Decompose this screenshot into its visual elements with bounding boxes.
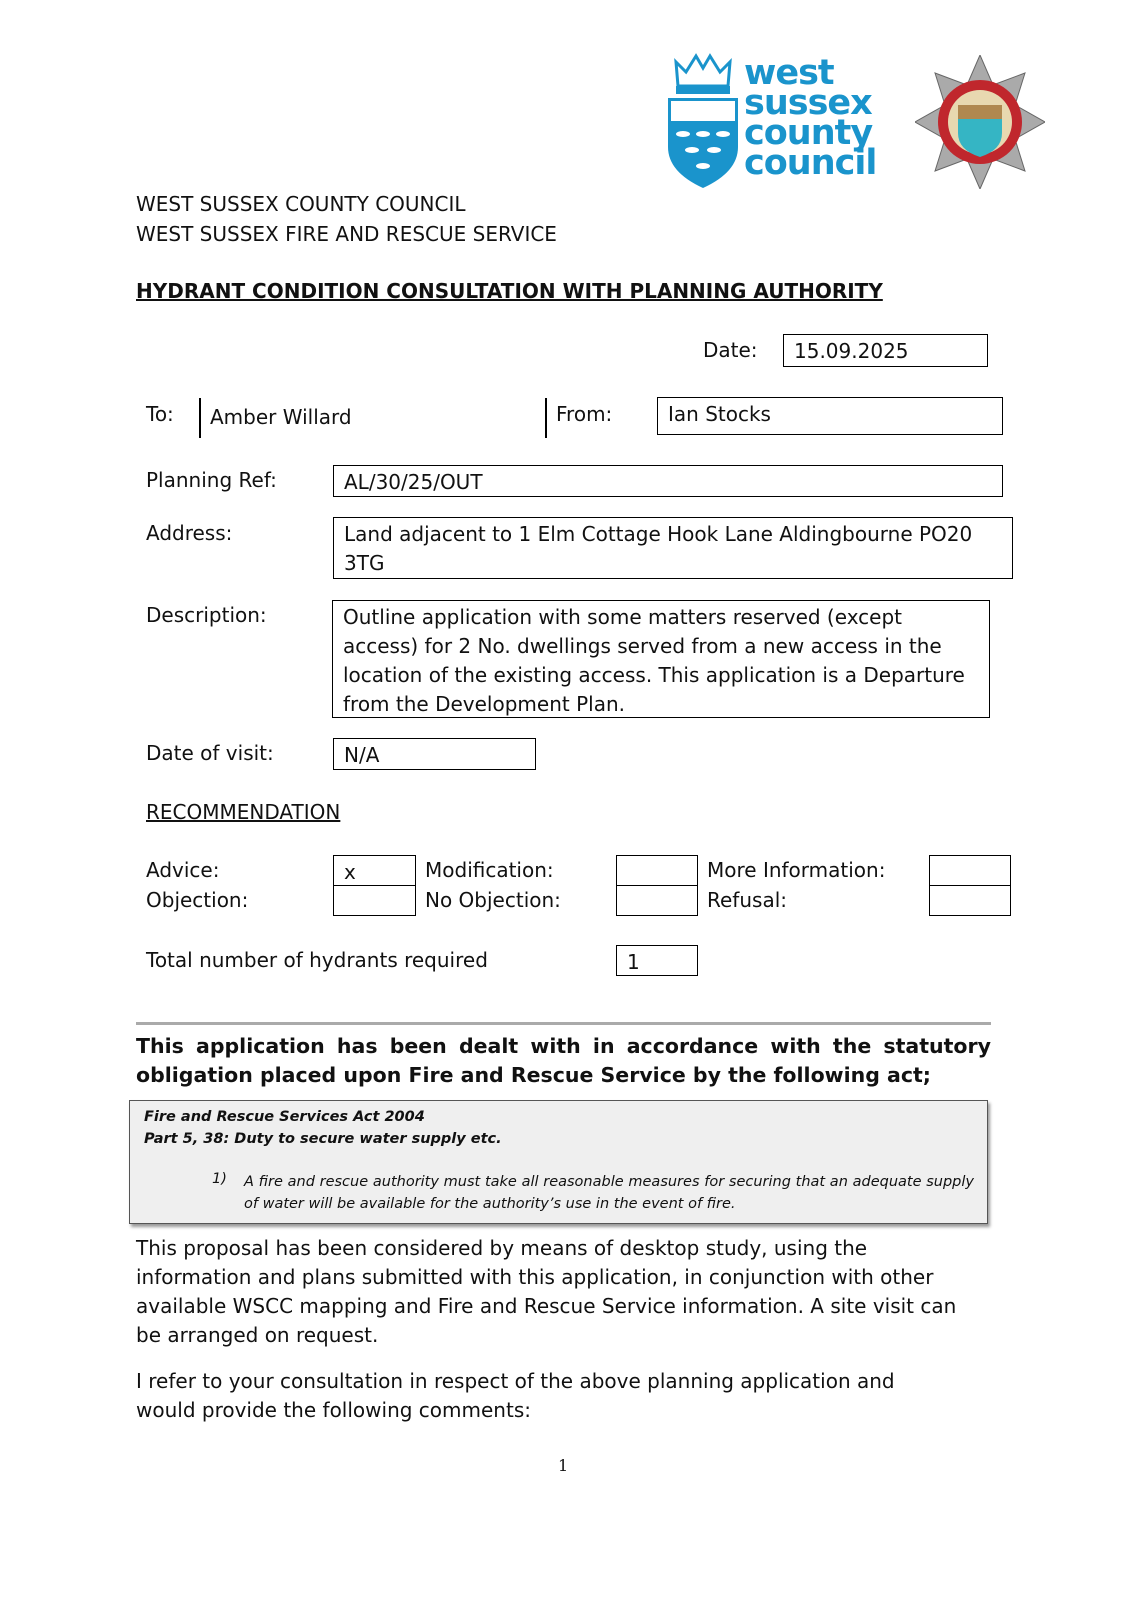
address-label: Address: xyxy=(146,521,233,545)
logo-word: county xyxy=(744,113,873,153)
recommendation-heading: RECOMMENDATION xyxy=(146,800,341,824)
visit-field: N/A xyxy=(333,738,536,770)
org-name: WEST SUSSEX COUNTY COUNCIL xyxy=(136,192,466,216)
divider xyxy=(545,398,547,438)
paragraph-desktop-study: This proposal has been considered by means of desktop study, using the information and plans submitted with this application, in conjunction with other available WSCC mapping and Fire and Rescue Service information. A site visit can be arranged on request. xyxy=(136,1236,957,1347)
to-field: Amber Willard xyxy=(210,405,352,429)
act-title: Fire and Rescue Services Act 2004 xyxy=(144,1109,425,1125)
address-field: Land adjacent to 1 Elm Cottage Hook Lane Aldingbourne PO20 3TG xyxy=(333,517,1013,579)
date-field: 15.09.2025 xyxy=(783,334,988,367)
objection-checkbox xyxy=(333,885,416,916)
hydrants-label: Total number of hydrants required xyxy=(146,948,488,972)
logo-word: sussex xyxy=(744,83,872,123)
visit-label: Date of visit: xyxy=(146,741,274,765)
document-title: HYDRANT CONDITION CONSULTATION WITH PLANNING AUTHORITY xyxy=(136,279,883,303)
to-label: To: xyxy=(146,402,174,426)
refusal-label: Refusal: xyxy=(707,888,787,912)
service-name: WEST SUSSEX FIRE AND RESCUE SERVICE xyxy=(136,222,557,246)
act-box xyxy=(129,1100,988,1224)
paragraph-comments: I refer to your consultation in respect of the above planning application and would provide the following comments: xyxy=(136,1369,895,1422)
no-objection-label: No Objection: xyxy=(425,888,561,912)
description-label: Description: xyxy=(146,603,267,627)
divider xyxy=(199,398,201,438)
statutory-statement: This application has been dealt with in accordance with the statutory obligation placed upon Fire and Rescue Service by the following act; xyxy=(136,1034,991,1087)
advice-label: Advice: xyxy=(146,858,220,882)
description-field: Outline application with some matters reserved (except access) for 2 No. dwellings served from a new access in the location of the existing access. This application is a Departure from the Development Plan. xyxy=(332,600,990,718)
act-clause-number: 1) xyxy=(212,1171,227,1187)
from-label: From: xyxy=(556,402,613,426)
objection-label: Objection: xyxy=(146,888,249,912)
advice-checkbox: x xyxy=(333,855,416,886)
date-label: Date: xyxy=(703,338,758,362)
logo-word: council xyxy=(744,143,877,183)
council-crest-icon xyxy=(668,52,738,188)
modification-label: Modification: xyxy=(425,858,554,882)
ref-label: Planning Ref: xyxy=(146,468,277,492)
act-part: Part 5, 38: Duty to secure water supply etc. xyxy=(144,1131,502,1147)
page-number: 1 xyxy=(558,1456,569,1475)
logo-word: west xyxy=(744,53,834,93)
more-info-label: More Information: xyxy=(707,858,886,882)
divider xyxy=(136,1022,991,1025)
modification-checkbox xyxy=(616,855,698,886)
from-field: Ian Stocks xyxy=(657,397,1003,435)
refusal-checkbox xyxy=(929,885,1011,916)
hydrants-field: 1 xyxy=(616,945,698,976)
act-clause-text: A fire and rescue authority must take all reasonable measures for securing that an adequate supply of water will be available for the authority’s use in the event of fire. xyxy=(244,1174,974,1212)
no-objection-checkbox xyxy=(616,885,698,916)
planning-ref-field: AL/30/25/OUT xyxy=(333,465,1003,497)
fire-rescue-badge-icon xyxy=(915,55,1045,189)
more-info-checkbox xyxy=(929,855,1011,886)
